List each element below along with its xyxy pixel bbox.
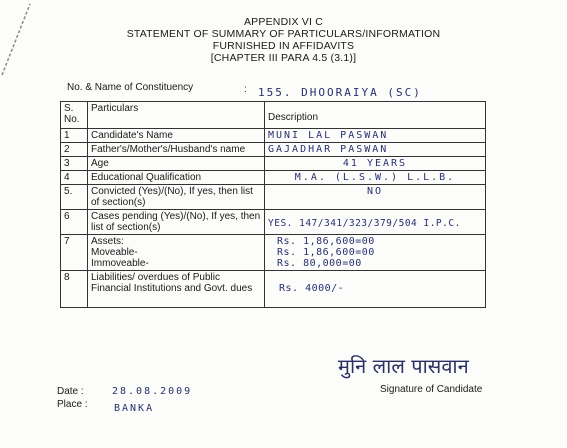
- convicted-value: NO: [366, 186, 384, 197]
- candidate-signature: मुनि लाल पासवान: [338, 354, 469, 378]
- constituency-label: No. & Name of Constituency: [67, 82, 194, 93]
- age-value: 41 YEARS: [342, 158, 408, 169]
- statement-subtitle: FURNISHED IN AFFIDAVITS: [212, 40, 355, 52]
- constituency-colon: :: [244, 84, 247, 95]
- row-particular: [88, 235, 265, 271]
- signature-caption: Signature of Candidate: [380, 384, 483, 395]
- row-number: 1: [61, 129, 88, 143]
- row-value: [265, 271, 486, 308]
- table-row: [61, 143, 486, 157]
- row-value: [265, 157, 486, 171]
- row-value: [265, 143, 486, 157]
- row-value: [265, 210, 486, 235]
- assets-value-a: Rs. 1,86,600=00: [277, 236, 375, 247]
- table-header-row: [61, 102, 486, 129]
- table-row: [61, 129, 486, 143]
- row-value: [265, 185, 486, 210]
- row-number: 4: [61, 171, 88, 185]
- row-number: 7: [61, 235, 88, 271]
- particulars-table: [60, 101, 486, 308]
- moveable-label: Moveable-: [91, 247, 138, 258]
- table-row: [61, 210, 486, 235]
- row-number: 5.: [61, 185, 88, 210]
- date-label: Date :: [57, 386, 84, 397]
- row-particular: Cases pending (Yes)/(No), If yes, then list of section(s): [88, 210, 265, 235]
- row-value: [265, 129, 486, 143]
- assets-value-b: Rs. 1,86,600=00: [277, 247, 375, 258]
- assets-label: Assets:: [91, 236, 124, 247]
- row-number: 3: [61, 157, 88, 171]
- row-number: 2: [61, 143, 88, 157]
- date-value: 28.08.2009: [112, 386, 193, 397]
- place-label: Place :: [57, 399, 88, 410]
- row-particular: Age: [88, 157, 265, 171]
- immoveable-label: Immoveable-: [91, 258, 149, 269]
- constituency-value: 155. DHOORAIYA (SC): [258, 86, 422, 99]
- row-value: [265, 235, 486, 271]
- row-particular: Candidate's Name: [88, 129, 265, 143]
- table-row: [61, 235, 486, 271]
- row-particular: Educational Qualification: [88, 171, 265, 185]
- liabilities-value: Rs. 4000/-: [279, 283, 345, 294]
- header-particulars: Particulars: [88, 102, 265, 129]
- table-row: [61, 171, 486, 185]
- place-value: BANKA: [114, 403, 155, 414]
- table-row: [61, 271, 486, 308]
- chapter-reference: [CHAPTER III PARA 4.5 (3.1)]: [210, 52, 357, 64]
- appendix-title: APPENDIX VI C: [243, 16, 324, 28]
- row-particular: Convicted (Yes)/(No), If yes, then list of section(s): [88, 185, 265, 210]
- row-number: 8: [61, 271, 88, 308]
- row-number: 6: [61, 210, 88, 235]
- candidate-name-value: MUNI LAL PASWAN: [268, 130, 389, 141]
- row-particular: Father's/Mother's/Husband's name: [88, 143, 265, 157]
- cases-pending-value: YES. 147/341/323/379/504 I.P.C.: [268, 218, 461, 229]
- header-description: Description: [265, 102, 486, 129]
- qualification-value: M.A. (L.S.W.) L.L.B.: [294, 172, 456, 183]
- statement-title: STATEMENT OF SUMMARY OF PARTICULARS/INFORMATION: [126, 28, 441, 40]
- row-particular: Liabilities/ overdues of Public Financial Institutions and Govt. dues: [88, 271, 265, 308]
- row-value: [265, 171, 486, 185]
- table-row: [61, 157, 486, 171]
- table-row: [61, 185, 486, 210]
- assets-value-c: Rs. 80,000=00: [277, 258, 362, 269]
- header-serial-number: S. No.: [61, 102, 88, 129]
- father-name-value: GAJADHAR PASWAN: [268, 144, 389, 155]
